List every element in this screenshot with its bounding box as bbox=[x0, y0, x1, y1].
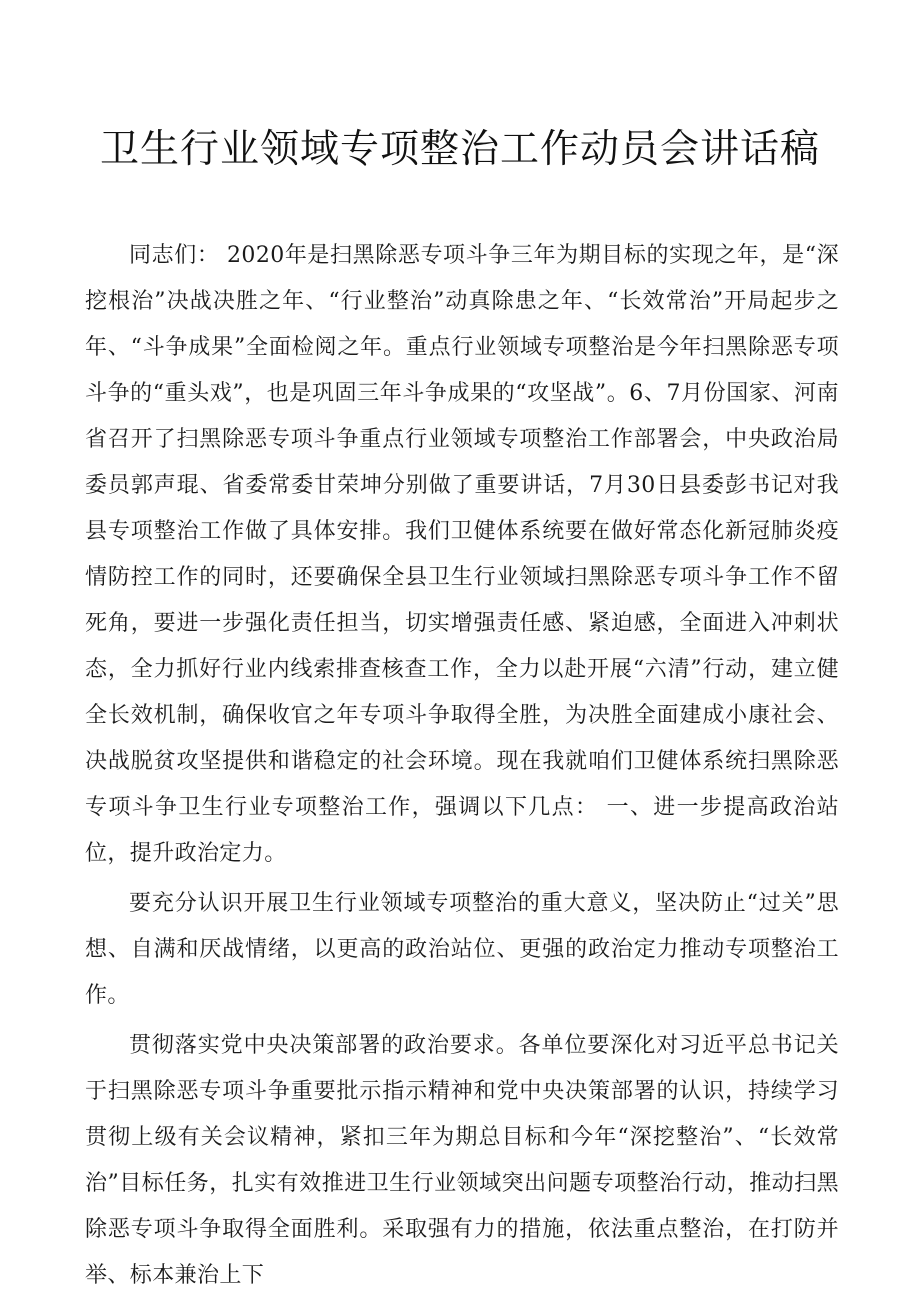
paragraph: 要充分认识开展卫生行业领域专项整治的重大意义，坚决防止“过关”思想、自满和厌战情绪，以更高的政治站位、更强的政治定力推动专项整治工作。 bbox=[85, 891, 839, 1008]
paragraph: 同志们： 2020年是扫黑除恶专项斗争三年为期目标的实现之年，是“深挖根治”决战决胜之年、“行业整治”动真除患之年、“长效常治”开局起步之年、“斗争成果”全面检阅之年。重点行业领域专项整治是今年扫黑除恶专项斗争的“重头戏”，也是巩固三年斗争成果的“攻坚战”。6、7月份国家、河南省召开了扫黑除恶专项斗争重点行业领域专项整治工作部署会，中央政治局委员郭声琨、省委常委甘荣坤分别做了重要讲话，7月30日县委彭书记对我县专项整治工作做了具体安排。我们卫健体系统要在做好常态化新冠肺炎疫情防控工作的同时，还要确保全县卫生行业领域扫黑除恶专项斗争工作不留死角，要进一步强化责任担当，切实增强责任感、紧迫感，全面进入冲刺状态，全力抓好行业内线索排查核查工作，全力以赴开展“六清”行动，建立健全长效机制，确保收官之年专项斗争取得全胜，为决胜全面建成小康社会、决战脱贫攻坚提供和谐稳定的社会环境。现在我就咱们卫健体系统扫黑除恶专项斗争卫生行业专项整治工作，强调以下几点： 一、进一步提高政治站位，提升政治定力。 bbox=[85, 243, 839, 866]
document-title: 卫生行业领域专项整治工作动员会讲话稿 bbox=[99, 127, 820, 172]
document-body bbox=[85, 233, 839, 1299]
paragraph: 贯彻落实党中央决策部署的政治要求。各单位要深化对习近平总书记关于扫黑除恶专项斗争重要批示指示精神和党中央决策部署的认识，持续学习贯彻上级有关会议精神，紧扣三年为期总目标和今年“深挖整治”、“长效常治”目标任务，扎实有效推进卫生行业领域突出问题专项整治行动，推动扫黑除恶专项斗争取得全面胜利。采取强有力的措施，依法重点整治，在打防并举、标本兼治上下 bbox=[85, 1033, 839, 1288]
